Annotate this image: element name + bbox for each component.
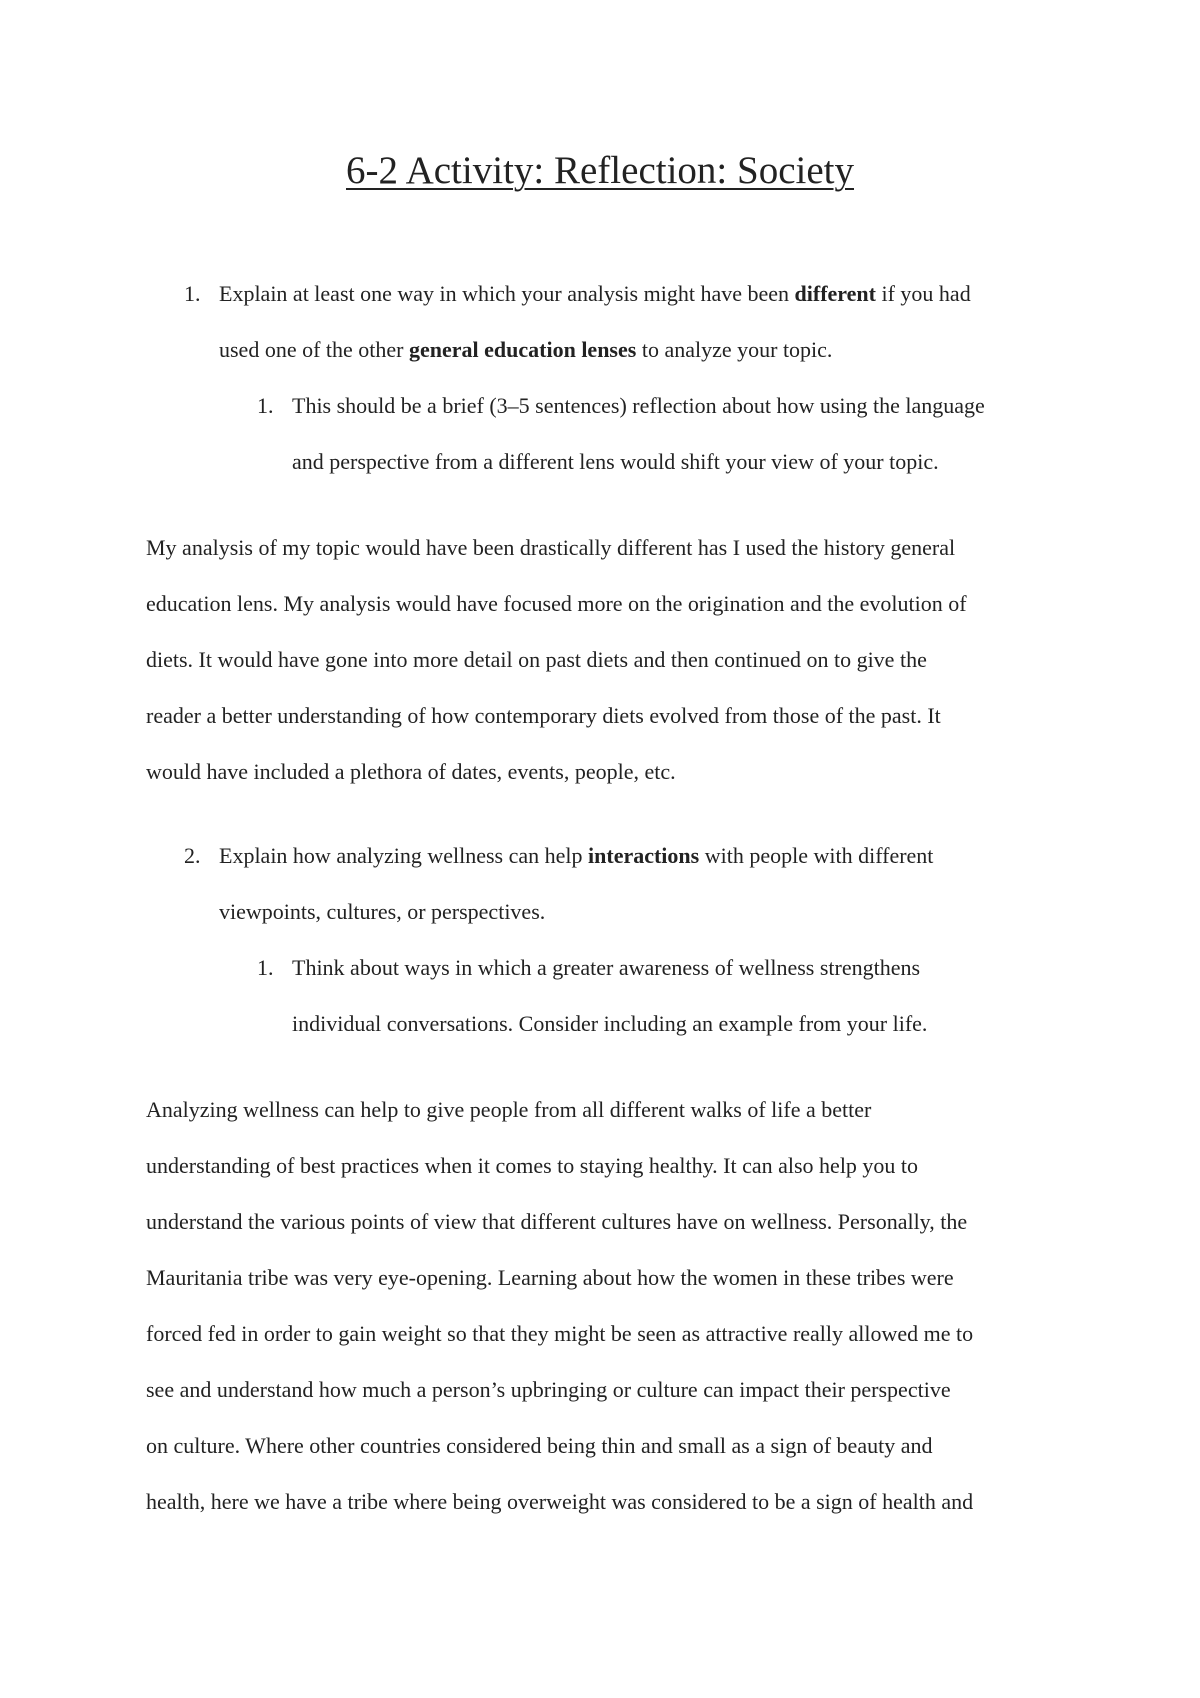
emphasis-general-education-lenses: general education lenses — [409, 337, 637, 362]
answer-2-line: understand the various points of view that different cultures have on wellness. Personally, the — [146, 1209, 968, 1234]
answer-1-line: My analysis of my topic would have been drastically different has I used the history general — [146, 535, 956, 560]
question-1-sub-number: 1. — [257, 393, 274, 418]
question-2-line-2: viewpoints, cultures, or perspectives. — [219, 899, 546, 924]
question-1-sub-line-2: and perspective from a different lens would shift your view of your topic. — [292, 449, 939, 474]
question-2-sub-line-2: individual conversations. Consider including an example from your life. — [292, 1011, 928, 1036]
answer-1-line: education lens. My analysis would have focused more on the origination and the evolution of — [146, 591, 967, 616]
question-2-sub-number: 1. — [257, 955, 274, 980]
question-2-sub-line-1: Think about ways in which a greater awareness of wellness strengthens — [292, 955, 921, 980]
answer-1-line: reader a better understanding of how contemporary diets evolved from those of the past. It — [146, 703, 941, 728]
answer-2-line: see and understand how much a person’s upbringing or culture can impact their perspective — [146, 1377, 951, 1402]
answer-1-line: would have included a plethora of dates, events, people, etc. — [146, 759, 676, 784]
question-2-number: 2. — [184, 843, 201, 868]
answer-2-line: understanding of best practices when it comes to staying healthy. It can also help you to — [146, 1153, 919, 1178]
answer-2-line: health, here we have a tribe where being overweight was considered to be a sign of health and — [146, 1489, 974, 1514]
page-title: 6-2 Activity: Reflection: Society — [346, 149, 854, 192]
emphasis-interactions: interactions — [588, 843, 700, 868]
question-1-number: 1. — [184, 281, 201, 306]
answer-2-line: Mauritania tribe was very eye-opening. Learning about how the women in these tribes were — [146, 1265, 954, 1290]
answer-1-line: diets. It would have gone into more detail on past diets and then continued on to give the — [146, 647, 927, 672]
question-1-line-1: Explain at least one way in which your analysis might have been different if you had — [219, 281, 971, 306]
question-2-line-1: Explain how analyzing wellness can help interactions with people with different — [219, 843, 934, 868]
answer-2-line: forced fed in order to gain weight so that they might be seen as attractive really allowed me to — [146, 1321, 974, 1346]
question-1-line-2: used one of the other general education lenses to analyze your topic. — [219, 337, 833, 362]
emphasis-different: different — [794, 281, 876, 306]
answer-2-line: on culture. Where other countries considered being thin and small as a sign of beauty and — [146, 1433, 933, 1458]
answer-2-line: Analyzing wellness can help to give people from all different walks of life a better — [146, 1097, 872, 1122]
question-1-sub-line-1: This should be a brief (3–5 sentences) reflection about how using the language — [292, 393, 985, 418]
